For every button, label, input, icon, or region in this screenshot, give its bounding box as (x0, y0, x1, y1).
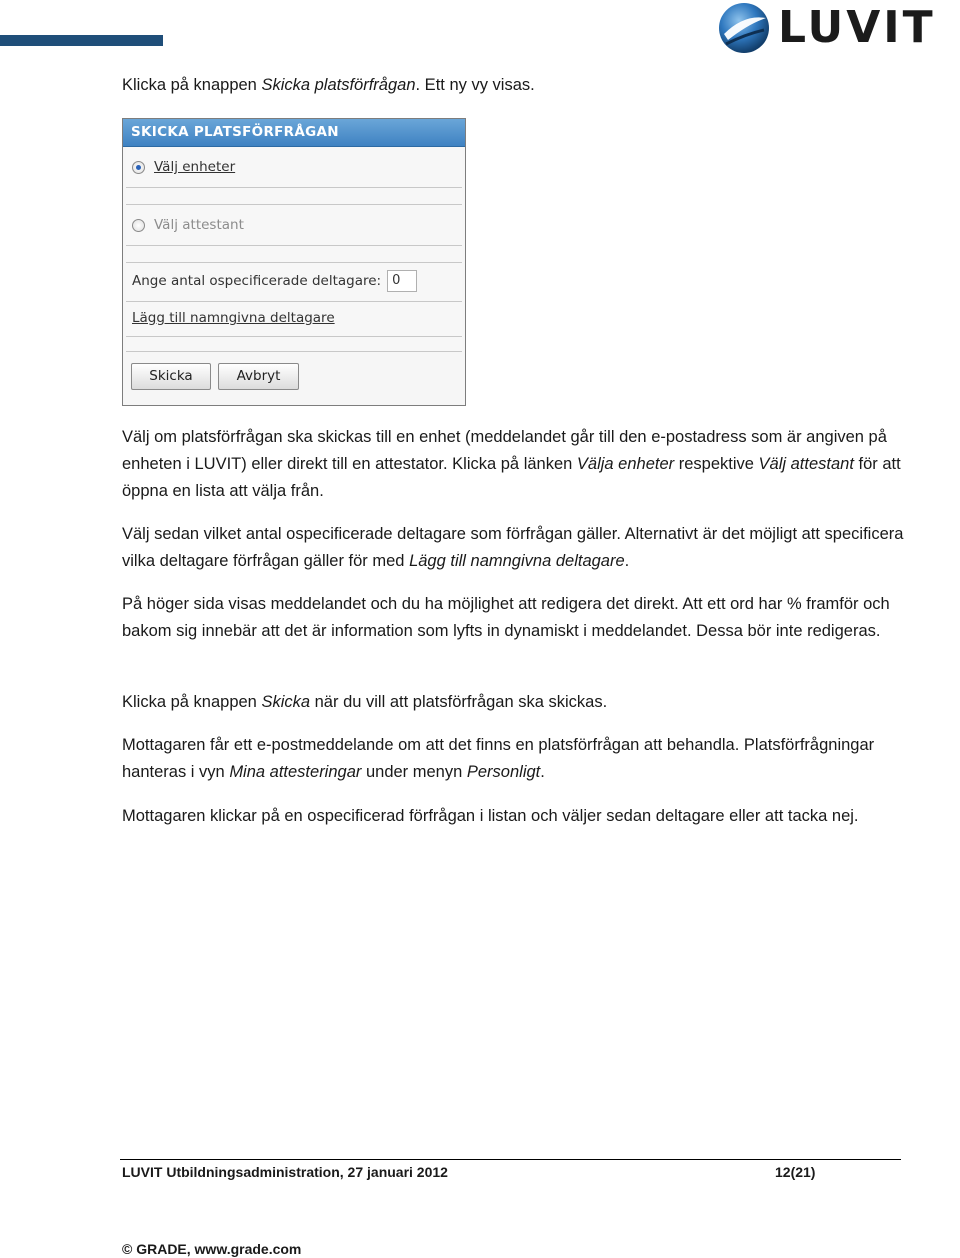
paragraph-4: Klicka på knappen Skicka när du vill att platsförfrågan ska skickas. (122, 693, 608, 711)
radio-select-attestant[interactable] (132, 219, 145, 232)
paragraph-3: På höger sida visas meddelandet och du ha möjlighet att redigera det direkt. Att ett ord har % framför och bakom sig innebär att det är information som lyfts in dynamiskt i meddelandet. Dessa bör inte redigeras. (122, 595, 890, 640)
select-units-link[interactable]: Välj enheter (154, 159, 236, 175)
row-spacer-1 (126, 188, 462, 205)
add-named-participants-link[interactable]: Lägg till namngivna deltagare (132, 310, 335, 326)
luvit-globe-icon (716, 0, 772, 56)
row-spacer-2 (126, 246, 462, 263)
send-button[interactable]: Skicka (131, 363, 211, 390)
page-number: 12(21) (775, 1164, 816, 1180)
paragraph-2: Välj sedan vilket antal ospecificerade deltagare som förfrågan gäller. Alternativt är det möjligt att specificera vilka deltagare förfrågan gäller för med Lägg till namngivna deltagare. (122, 525, 904, 570)
footer-divider (120, 1159, 901, 1160)
row-add-named (126, 302, 462, 337)
dialog-title: SKICKA PLATSFÖRFRÅGAN (123, 119, 465, 147)
row-count (126, 263, 462, 302)
footer-copyright: © GRADE, www.grade.com (122, 1241, 302, 1257)
select-attestant-label: Välj attestant (154, 217, 244, 233)
intro-text: Klicka på knappen Skicka platsförfrågan. Ett ny vy visas. (122, 76, 535, 94)
count-label: Ange antal ospecificerade deltagare: (132, 273, 382, 289)
cancel-button[interactable]: Avbryt (218, 363, 299, 390)
send-request-dialog (122, 118, 466, 406)
header-accent-bar (0, 35, 163, 46)
radio-select-units[interactable] (132, 161, 145, 174)
luvit-logo (716, 0, 960, 56)
paragraph-1: Välj om platsförfrågan ska skickas till en enhet (meddelandet går till den e-postadress som är angiven på enheten i LUVIT) eller direkt till en attestator. Klicka på länken Välja enheter respektive Välj attestant för att öppna en lista att välja från. (122, 428, 901, 500)
footer-title: LUVIT Utbildningsadministration, 27 januari 2012 (122, 1164, 448, 1180)
row-select-units (126, 147, 462, 188)
row-select-attestant (126, 205, 462, 246)
logo-wordmark: LUVIT (778, 2, 936, 53)
paragraph-6: Mottagaren klickar på en ospecificerad förfrågan i listan och väljer sedan deltagare eller att tacka nej. (122, 807, 859, 825)
row-spacer-3 (126, 337, 462, 352)
count-input[interactable]: 0 (387, 270, 417, 292)
paragraph-5: Mottagaren får ett e-postmeddelande om att det finns en platsförfrågan att behandla. Platsförfrågningar hanteras i vyn Mina attesteringar under menyn Personligt. (122, 736, 875, 781)
